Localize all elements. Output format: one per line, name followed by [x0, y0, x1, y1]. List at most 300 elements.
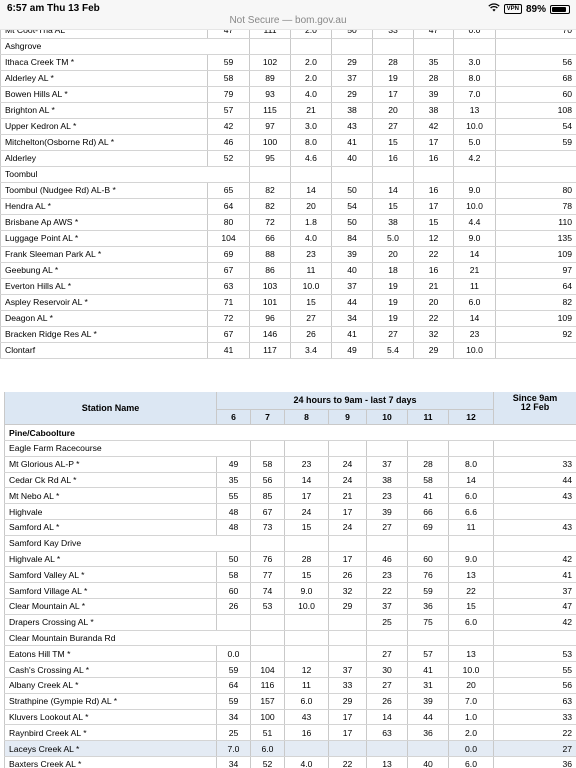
- rainfall-value: 14: [454, 310, 496, 326]
- rainfall-value: 17: [329, 709, 367, 725]
- empty-cell: [208, 38, 250, 54]
- rainfall-value: 43: [285, 709, 329, 725]
- rainfall-value: 29: [414, 342, 454, 358]
- table-row: [1, 118, 576, 134]
- rainfall-value: 103: [250, 278, 291, 294]
- rainfall-value: 63: [367, 725, 408, 741]
- station-name: Frank Sleeman Park AL *: [1, 246, 208, 262]
- rainfall-value: 89: [250, 70, 291, 86]
- table-row: [5, 599, 576, 615]
- rainfall-value: 42: [208, 118, 250, 134]
- since-9am-value: 42: [494, 551, 576, 567]
- rainfall-value: 17: [329, 725, 367, 741]
- table-row: [1, 102, 576, 118]
- battery-icon: [550, 5, 570, 14]
- rainfall-value: 26: [217, 599, 251, 615]
- subheading-row: [1, 38, 576, 54]
- rainfall-value: 9.0: [454, 230, 496, 246]
- rainfall-value: 27: [367, 520, 408, 536]
- rainfall-value: 63: [208, 278, 250, 294]
- station-group-name: Samford Kay Drive: [5, 535, 217, 551]
- since-9am-header: Since 9am 12 Feb: [494, 392, 576, 425]
- empty-cell: [408, 535, 449, 551]
- day-header: 10: [367, 409, 408, 425]
- station-group-name: Ashgrove: [1, 38, 208, 54]
- table-row: [5, 614, 576, 630]
- rainfall-value: 55: [217, 488, 251, 504]
- rainfall-value: 32: [329, 583, 367, 599]
- rainfall-value: 34: [217, 757, 251, 768]
- station-name: Brisbane Ap AWS *: [1, 214, 208, 230]
- rainfall-value: 10.0: [449, 662, 494, 678]
- station-name: Baxters Creek AL *: [5, 757, 217, 768]
- subheading-row: [5, 441, 576, 457]
- rainfall-value: 16: [414, 182, 454, 198]
- rainfall-value: 7.0: [449, 693, 494, 709]
- rainfall-value: 71: [208, 294, 250, 310]
- rainfall-value: 7.0: [217, 741, 251, 757]
- rainfall-value: 14: [291, 182, 332, 198]
- station-name: Everton Hills AL *: [1, 278, 208, 294]
- rainfall-value: 32: [414, 326, 454, 342]
- rainfall-value: 4.4: [454, 214, 496, 230]
- rainfall-value: 49: [332, 342, 373, 358]
- rainfall-value: 6.0: [285, 693, 329, 709]
- rainfall-value: 27: [373, 118, 414, 134]
- rainfall-value: 21: [414, 278, 454, 294]
- station-name: Clontarf: [1, 342, 208, 358]
- rainfall-value: [367, 741, 408, 757]
- rainfall-value: 2.0: [291, 54, 332, 70]
- since-9am-value: 78: [496, 198, 576, 214]
- rainfall-value: 66: [250, 230, 291, 246]
- rainfall-value: 27: [373, 326, 414, 342]
- since-9am-value: 97: [496, 262, 576, 278]
- rainfall-value: 17: [285, 488, 329, 504]
- rainfall-value: 66: [408, 504, 449, 520]
- empty-cell: [496, 166, 576, 182]
- rainfall-value: 4.0: [291, 230, 332, 246]
- rainfall-value: 40: [408, 757, 449, 768]
- rainfall-value: 100: [250, 134, 291, 150]
- since-9am-value: 33: [494, 709, 576, 725]
- rainfall-value: 15: [291, 294, 332, 310]
- rainfall-value: 42: [414, 118, 454, 134]
- empty-cell: [251, 441, 285, 457]
- rainfall-value: 35: [217, 472, 251, 488]
- rainfall-value: 36: [408, 599, 449, 615]
- since-9am-value: 56: [494, 678, 576, 694]
- rainfall-value: 69: [208, 246, 250, 262]
- rainfall-value: [408, 741, 449, 757]
- table-row: [5, 504, 576, 520]
- station-name: Ithaca Creek TM *: [1, 54, 208, 70]
- rainfall-value: 116: [251, 678, 285, 694]
- empty-cell: [250, 38, 291, 54]
- rainfall-value: 11: [291, 262, 332, 278]
- rainfall-value: 51: [251, 725, 285, 741]
- rainfall-value: [285, 741, 329, 757]
- since-9am-value: 37: [494, 583, 576, 599]
- empty-cell: [449, 441, 494, 457]
- rainfall-value: 6.0: [251, 741, 285, 757]
- rainfall-value: 50: [332, 214, 373, 230]
- rainfall-value: 2.0: [291, 70, 332, 86]
- empty-cell: [454, 166, 496, 182]
- rainfall-value: 22: [329, 757, 367, 768]
- rainfall-value: 50: [217, 551, 251, 567]
- rainfall-value: 15: [414, 214, 454, 230]
- rainfall-value: 29: [329, 599, 367, 615]
- rainfall-value: 9.0: [454, 182, 496, 198]
- station-group-name: Clear Mountain Buranda Rd: [5, 630, 217, 646]
- day-header: 12: [449, 409, 494, 425]
- rainfall-value: 16: [373, 150, 414, 166]
- table-row: [1, 294, 576, 310]
- station-name: Clear Mountain AL *: [5, 599, 217, 615]
- rainfall-value: 13: [449, 567, 494, 583]
- empty-cell: [285, 425, 329, 441]
- rainfall-table-upper: [0, 22, 576, 359]
- rainfall-value: 46: [208, 134, 250, 150]
- rainfall-value: 59: [208, 54, 250, 70]
- rainfall-value: 28: [373, 54, 414, 70]
- station-name: Alderley: [1, 150, 208, 166]
- since-9am-value: 44: [494, 472, 576, 488]
- since-9am-value: 55: [494, 662, 576, 678]
- empty-cell: [251, 630, 285, 646]
- rainfall-value: 10.0: [454, 342, 496, 358]
- table-row: [1, 278, 576, 294]
- rainfall-value: 38: [414, 102, 454, 118]
- rainfall-value: 39: [332, 246, 373, 262]
- rainfall-value: 19: [373, 294, 414, 310]
- rainfall-value: 41: [208, 342, 250, 358]
- since-9am-value: 109: [496, 246, 576, 262]
- rainfall-value: 20: [414, 294, 454, 310]
- rainfall-value: 29: [332, 86, 373, 102]
- rainfall-value: 15: [373, 134, 414, 150]
- station-name: Bracken Ridge Res AL *: [1, 326, 208, 342]
- rainfall-value: 72: [250, 214, 291, 230]
- rainfall-value: [285, 646, 329, 662]
- station-name: Deagon AL *: [1, 310, 208, 326]
- rainfall-value: 17: [373, 86, 414, 102]
- station-name: Cash's Crossing AL *: [5, 662, 217, 678]
- station-name: Highvale AL *: [5, 551, 217, 567]
- rainfall-value: 23: [367, 567, 408, 583]
- rainfall-value: 17: [414, 134, 454, 150]
- rainfall-value: 17: [414, 198, 454, 214]
- table-row: [5, 488, 576, 504]
- station-name: Cedar Ck Rd AL *: [5, 472, 217, 488]
- rainfall-value: 82: [250, 182, 291, 198]
- rainfall-value: 64: [217, 678, 251, 694]
- address-bar[interactable]: [0, 14, 576, 30]
- rainfall-value: 85: [251, 488, 285, 504]
- rainfall-value: 39: [414, 86, 454, 102]
- rainfall-value: 23: [285, 456, 329, 472]
- rainfall-value: 57: [208, 102, 250, 118]
- station-name: Hendra AL *: [1, 198, 208, 214]
- rainfall-value: 6.0: [449, 614, 494, 630]
- rainfall-value: 24: [329, 520, 367, 536]
- empty-cell: [208, 166, 250, 182]
- empty-cell: [494, 630, 576, 646]
- rainfall-value: 60: [217, 583, 251, 599]
- table-row: [1, 86, 576, 102]
- empty-cell: [285, 535, 329, 551]
- group-row: [5, 425, 576, 441]
- table-row: [5, 678, 576, 694]
- rainfall-value: 6.0: [449, 488, 494, 504]
- battery-fill: [552, 7, 566, 12]
- rainfall-value: 26: [329, 567, 367, 583]
- rainfall-value: 84: [332, 230, 373, 246]
- since-9am-value: 92: [496, 326, 576, 342]
- rainfall-value: 4.0: [285, 757, 329, 768]
- rainfall-value: 27: [291, 310, 332, 326]
- rainfall-value: [285, 614, 329, 630]
- rainfall-value: 30: [367, 662, 408, 678]
- rainfall-value: 28: [414, 70, 454, 86]
- district-name: Pine/Caboolture: [5, 425, 217, 441]
- since-9am-value: 33: [494, 456, 576, 472]
- rainfall-value: 54: [332, 198, 373, 214]
- empty-cell: [251, 535, 285, 551]
- station-name: Bowen Hills AL *: [1, 86, 208, 102]
- since-9am-value: 41: [494, 567, 576, 583]
- empty-cell: [414, 38, 454, 54]
- table-row: [5, 693, 576, 709]
- rainfall-value: 79: [208, 86, 250, 102]
- rainfall-value: 102: [250, 54, 291, 70]
- since-9am-value: 109: [496, 310, 576, 326]
- rainfall-value: 15: [285, 520, 329, 536]
- empty-cell: [367, 425, 408, 441]
- rainfall-value: 58: [208, 70, 250, 86]
- rainfall-value: 20: [291, 198, 332, 214]
- rainfall-value: 23: [454, 326, 496, 342]
- rainfall-value: 69: [408, 520, 449, 536]
- rainfall-value: 59: [408, 583, 449, 599]
- day-header: 8: [285, 409, 329, 425]
- empty-cell: [217, 441, 251, 457]
- rainfall-value: 6.0: [449, 757, 494, 768]
- rainfall-value: 40: [332, 262, 373, 278]
- table-row: [5, 757, 576, 768]
- rainfall-value: 13: [449, 646, 494, 662]
- rainfall-value: 59: [217, 662, 251, 678]
- station-name: Highvale: [5, 504, 217, 520]
- rainfall-value: 7.0: [454, 86, 496, 102]
- station-name: Luggage Point AL *: [1, 230, 208, 246]
- station-name: Upper Kedron AL *: [1, 118, 208, 134]
- rainfall-value: 1.0: [449, 709, 494, 725]
- empty-cell: [332, 166, 373, 182]
- station-name: Eatons Hill TM *: [5, 646, 217, 662]
- empty-cell: [494, 425, 576, 441]
- rainfall-value: 58: [251, 456, 285, 472]
- rainfall-value: 20: [373, 102, 414, 118]
- rainfall-value: 26: [367, 693, 408, 709]
- rainfall-value: 16: [414, 150, 454, 166]
- table-row: [1, 262, 576, 278]
- since-9am-value: [496, 342, 576, 358]
- rainfall-value: 72: [208, 310, 250, 326]
- rainfall-value: 44: [332, 294, 373, 310]
- empty-cell: [449, 425, 494, 441]
- empty-cell: [494, 535, 576, 551]
- day-header: 7: [251, 409, 285, 425]
- rainfall-value: 24: [329, 472, 367, 488]
- rainfall-value: 10.0: [454, 198, 496, 214]
- rainfall-value: 3.0: [454, 54, 496, 70]
- rainfall-value: [217, 614, 251, 630]
- rainfall-value: 86: [250, 262, 291, 278]
- table-row: [5, 709, 576, 725]
- rainfall-value: 19: [373, 70, 414, 86]
- empty-cell: [367, 535, 408, 551]
- empty-cell: [329, 630, 367, 646]
- rainfall-value: 59: [217, 693, 251, 709]
- rainfall-value: 20: [373, 246, 414, 262]
- rainfall-value: 20: [449, 678, 494, 694]
- table-row: [5, 520, 576, 536]
- station-name: Raynbird Creek AL *: [5, 725, 217, 741]
- station-name: Drapers Crossing AL *: [5, 614, 217, 630]
- rainfall-value: 1.8: [291, 214, 332, 230]
- since-9am-value: 22: [494, 725, 576, 741]
- rainfall-value: 15: [449, 599, 494, 615]
- empty-cell: [454, 38, 496, 54]
- subheading-row: [5, 630, 576, 646]
- rainfall-value: 100: [251, 709, 285, 725]
- rainfall-value: 17: [329, 504, 367, 520]
- rainfall-value: 14: [449, 472, 494, 488]
- since-9am-value: 56: [496, 54, 576, 70]
- empty-cell: [285, 630, 329, 646]
- vpn-badge: VPN: [504, 4, 522, 14]
- empty-cell: [217, 535, 251, 551]
- rainfall-value: 12: [285, 662, 329, 678]
- station-name: Kluvers Lookout AL *: [5, 709, 217, 725]
- period-header: 24 hours to 9am - last 7 days: [217, 392, 494, 409]
- rainfall-value: 64: [208, 198, 250, 214]
- rainfall-value: 5.4: [373, 342, 414, 358]
- empty-cell: [449, 630, 494, 646]
- rainfall-value: 38: [332, 102, 373, 118]
- table-row: [1, 198, 576, 214]
- table-row: [5, 646, 576, 662]
- station-name: Brighton AL *: [1, 102, 208, 118]
- station-group-name: Eagle Farm Racecourse: [5, 441, 217, 457]
- subheading-row: [5, 535, 576, 551]
- rainfall-value: 97: [250, 118, 291, 134]
- rainfall-value: 41: [332, 134, 373, 150]
- rainfall-value: 95: [250, 150, 291, 166]
- since-9am-value: 63: [494, 693, 576, 709]
- rainfall-value: 2.0: [449, 725, 494, 741]
- empty-cell: [408, 630, 449, 646]
- rainfall-value: 37: [367, 456, 408, 472]
- rainfall-value: 25: [367, 614, 408, 630]
- since-9am-value: 53: [494, 646, 576, 662]
- since-9am-value: 42: [494, 614, 576, 630]
- rainfall-value: 3.4: [291, 342, 332, 358]
- rainfall-value: 96: [250, 310, 291, 326]
- rainfall-value: 80: [208, 214, 250, 230]
- subheading-row: [1, 166, 576, 182]
- table-row: [5, 551, 576, 567]
- since-9am-value: [496, 150, 576, 166]
- empty-cell: [414, 166, 454, 182]
- empty-cell: [217, 630, 251, 646]
- rainfall-value: 57: [408, 646, 449, 662]
- station-name: Samford Valley AL *: [5, 567, 217, 583]
- station-name: Albany Creek AL *: [5, 678, 217, 694]
- rainfall-value: 8.0: [449, 456, 494, 472]
- rainfall-value: 19: [373, 310, 414, 326]
- table-row: [5, 456, 576, 472]
- rainfall-value: 76: [408, 567, 449, 583]
- empty-cell: [496, 38, 576, 54]
- rainfall-value: 67: [208, 262, 250, 278]
- rainfall-value: 44: [408, 709, 449, 725]
- rainfall-value: 14: [454, 246, 496, 262]
- station-name: Strathpine (Gympie Rd) AL *: [5, 693, 217, 709]
- table-row: [1, 182, 576, 198]
- rainfall-value: 23: [291, 246, 332, 262]
- since-9am-value: 43: [494, 520, 576, 536]
- rainfall-value: 49: [217, 456, 251, 472]
- rainfall-value: 73: [251, 520, 285, 536]
- rainfall-value: 37: [329, 662, 367, 678]
- since-9am-value: 27: [494, 741, 576, 757]
- station-name: Toombul (Nudgee Rd) AL-B *: [1, 182, 208, 198]
- rainfall-value: 16: [285, 725, 329, 741]
- table-row: [5, 741, 576, 757]
- rainfall-value: 10.0: [285, 599, 329, 615]
- table-row: [5, 567, 576, 583]
- rainfall-value: 38: [367, 472, 408, 488]
- rainfall-value: 24: [285, 504, 329, 520]
- rainfall-value: 22: [449, 583, 494, 599]
- rainfall-value: 39: [408, 693, 449, 709]
- rainfall-value: 16: [414, 262, 454, 278]
- table-row: [1, 342, 576, 358]
- since-9am-value: 108: [496, 102, 576, 118]
- since-9am-value: 59: [496, 134, 576, 150]
- table-row: [1, 310, 576, 326]
- rainfall-value: 11: [285, 678, 329, 694]
- rainfall-value: 52: [208, 150, 250, 166]
- station-name: Samford AL *: [5, 520, 217, 536]
- clock: 6:57 am: [7, 3, 45, 14]
- rainfall-value: 25: [217, 725, 251, 741]
- table-row: [5, 725, 576, 741]
- rainfall-value: 3.0: [291, 118, 332, 134]
- table-row: [1, 246, 576, 262]
- rainfall-value: 67: [208, 326, 250, 342]
- empty-cell: [367, 630, 408, 646]
- station-name: Mt Glorious AL-P *: [5, 456, 217, 472]
- empty-cell: [367, 441, 408, 457]
- rainfall-value: 65: [208, 182, 250, 198]
- since-9am-value: 36: [494, 757, 576, 768]
- rainfall-value: 53: [251, 599, 285, 615]
- rainfall-value: 5.0: [373, 230, 414, 246]
